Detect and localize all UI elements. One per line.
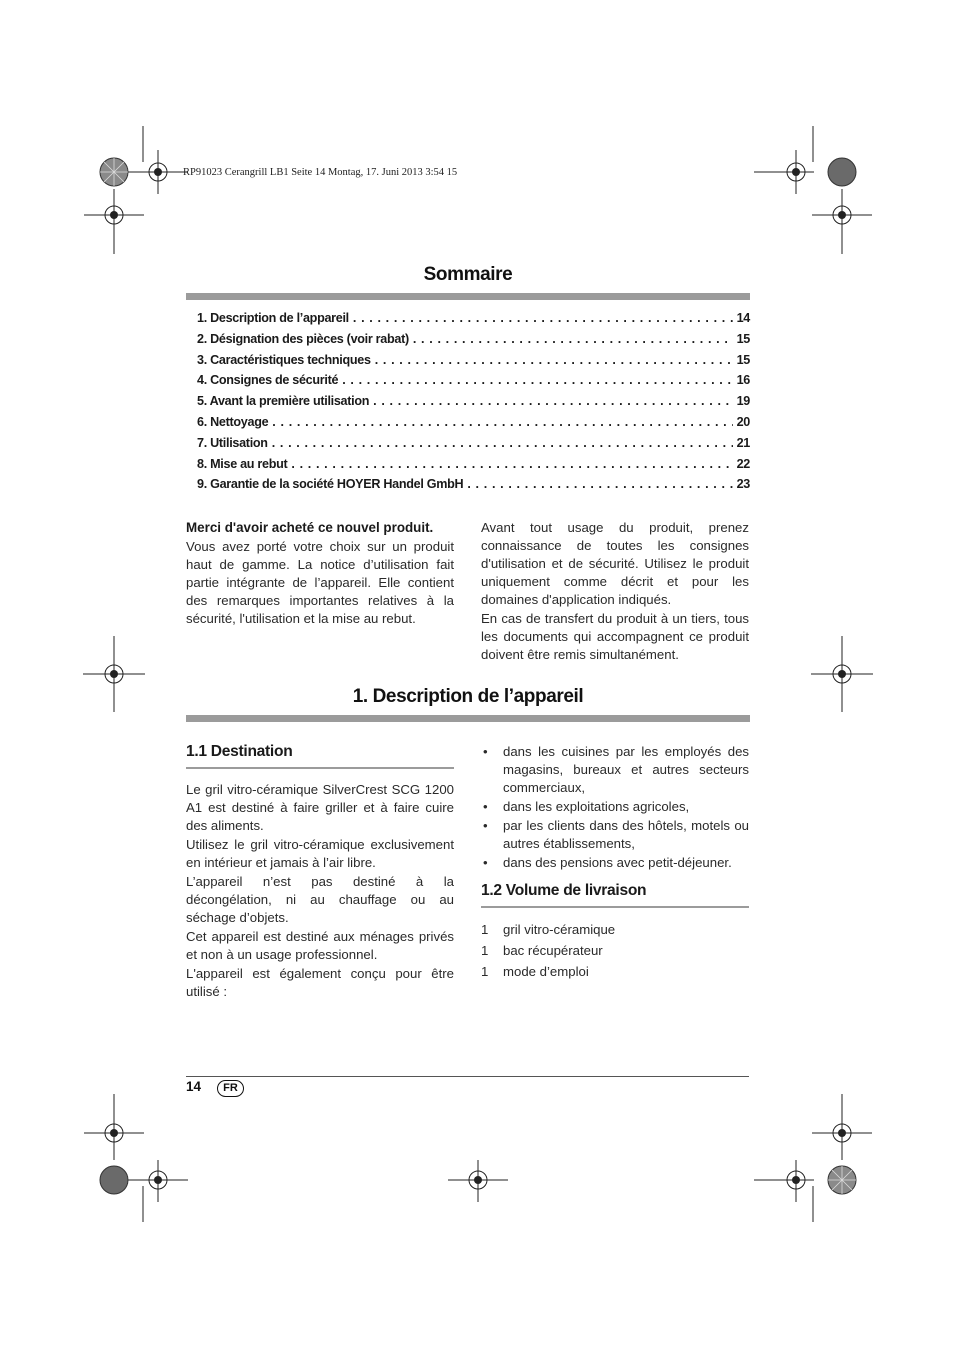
toc-entry[interactable]: 6. Nettoyage . . . 20 xyxy=(197,415,750,436)
toc-entry[interactable]: 5. Avant la première utilisation . . . 19 xyxy=(197,394,750,415)
toc-entry[interactable]: 8. Mise au rebut . . . 22 xyxy=(197,457,750,478)
page-number: 14 xyxy=(186,1079,202,1094)
language-badge: FR xyxy=(217,1080,244,1097)
intro-lead: Merci d'avoir acheté ce nouvel produit. xyxy=(186,520,434,535)
print-slug: RP91023 Cerangrill LB1 Seite 14 Montag, 17. Juni 2013 3:54 15 xyxy=(183,167,458,178)
list-item: • par les clients dans des hôtels, motels ou autres établissements, xyxy=(481,817,749,853)
intro-right-p1: Avant tout usage du produit, prenez connaissance de toutes les consignes d'utilisation et de sécurité. Utilisez le produit uniquement comme décrit et pour les domaines d'application indiqués. xyxy=(481,520,749,607)
destination-heading: 1.1 Destination xyxy=(186,743,454,769)
list-item: • dans les exploitations agricoles, xyxy=(481,798,749,816)
destination-p2: Utilisez le gril vitro-céramique exclusivement en intérieur et jamais à l’air libre. xyxy=(186,837,454,870)
list-item: 1 bac récupérateur xyxy=(481,943,603,958)
intro-right-column xyxy=(481,519,749,664)
footer-rule xyxy=(186,1076,749,1077)
list-item: • dans les cuisines par les employés des magasins, bureaux et autres secteurs commerciaux, xyxy=(481,743,749,797)
toc-entry[interactable]: 9. Garantie de la société HOYER Handel GmbH . . . 23 xyxy=(197,477,750,498)
destination-p4: Cet appareil est destiné aux ménages privés et non à un usage professionnel. xyxy=(186,929,454,962)
toc-entry[interactable]: 2. Désignation des pièces (voir rabat) . . . 15 xyxy=(197,332,750,353)
delivery-list xyxy=(481,921,749,984)
toc-entry[interactable]: 7. Utilisation . . . 21 xyxy=(197,436,750,457)
delivery-heading: 1.2 Volume de livraison xyxy=(481,882,749,908)
section-rule xyxy=(186,715,750,722)
delivery-column xyxy=(481,921,749,984)
section-title: 1. Description de l’appareil xyxy=(352,686,584,707)
destination-p3: L’appareil n’est pas destiné à la décongélation, ni au chauffage ou au séchage d’objets. xyxy=(186,874,454,925)
toc-entry[interactable]: 1. Description de l’appareil . . . 14 xyxy=(197,311,750,332)
destination-right-column xyxy=(481,743,749,873)
destination-p5: L'appareil est également conçu pour être utilisé : xyxy=(186,966,454,999)
destination-left-column xyxy=(186,781,454,1001)
contents-rule xyxy=(186,293,750,300)
contents-title: Sommaire xyxy=(423,264,513,285)
usage-list xyxy=(481,743,749,872)
toc-entry[interactable]: 3. Caractéristiques techniques . . . 15 xyxy=(197,353,750,374)
list-item: • dans des pensions avec petit-déjeuner. xyxy=(481,854,749,872)
list-item: 1 mode d’emploi xyxy=(481,964,589,979)
intro-right-p2: En cas de transfert du produit à un tiers, tous les documents qui accompagnent ce produit doivent être remis simultanément. xyxy=(481,611,749,662)
intro-left-column xyxy=(186,519,454,628)
list-item: 1 gril vitro-céramique xyxy=(481,922,616,937)
intro-left-text: Vous avez porté votre choix sur un produit haut de gamme. La notice d’utilisation fait partie intégrante de l’appareil. Elle contient des remarques importantes relatives à la sécurité, l'utilisation et la mise au rebut. xyxy=(186,539,454,626)
destination-p1: Le gril vitro-céramique SilverCrest SCG 1200 A1 est destiné à faire griller et à faire cuire des aliments. xyxy=(186,782,454,833)
toc-entry[interactable]: 4. Consignes de sécurité . . . 16 xyxy=(197,373,750,394)
table-of-contents xyxy=(197,311,750,498)
